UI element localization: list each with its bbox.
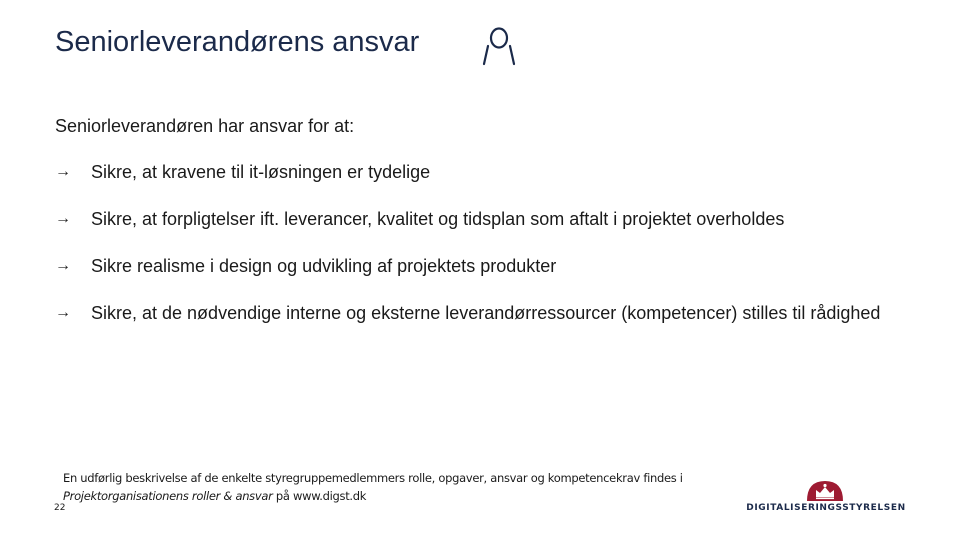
bullet-item: [55, 295, 891, 331]
footnote-link-text: på www.digst.dk: [272, 489, 367, 503]
bullet-text: Sikre, at forpligtelser ift. leverancer, kvalitet og tidsplan som aftalt i projektet overholdes: [91, 209, 785, 229]
footnote-line-1: En udførlig beskrivelse af de enkelte styregruppemedlemmers rolle, opgaver, ansvar og kompetencekrav findes i: [63, 471, 683, 485]
arrow-right-icon: →: [55, 210, 71, 227]
bullet-item: [55, 201, 891, 237]
arrow-right-icon: →: [55, 163, 71, 180]
agency-logo: [741, 479, 911, 515]
bullet-text: Sikre, at kravene til it-løsningen er tydelige: [91, 162, 431, 182]
logo-wordmark: DIGITALISERINGSSTYRELSEN: [746, 503, 906, 513]
arrow-right-icon: →: [55, 257, 71, 274]
bullet-text: Sikre realisme i design og udvikling af projektets produkter: [91, 256, 557, 276]
person-outline-icon: [481, 26, 517, 66]
footnote-line-2: [63, 487, 683, 505]
bullet-item: [55, 248, 891, 284]
bullet-item: [55, 154, 891, 190]
footnote: [63, 469, 683, 505]
slide-title: Seniorleverandørens ansvar: [55, 26, 420, 58]
page-number: 22: [54, 503, 66, 513]
arrow-right-icon: →: [55, 304, 71, 321]
intro-text: Seniorleverandøren har ansvar for at:: [55, 116, 355, 136]
bullet-text: Sikre, at de nødvendige interne og eksterne leverandørressourcer (kompetencer) stilles til rådighed: [91, 303, 881, 323]
crown-icon: [805, 479, 845, 501]
footnote-reference-title: Projektorganisationens roller & ansvar: [63, 489, 273, 503]
